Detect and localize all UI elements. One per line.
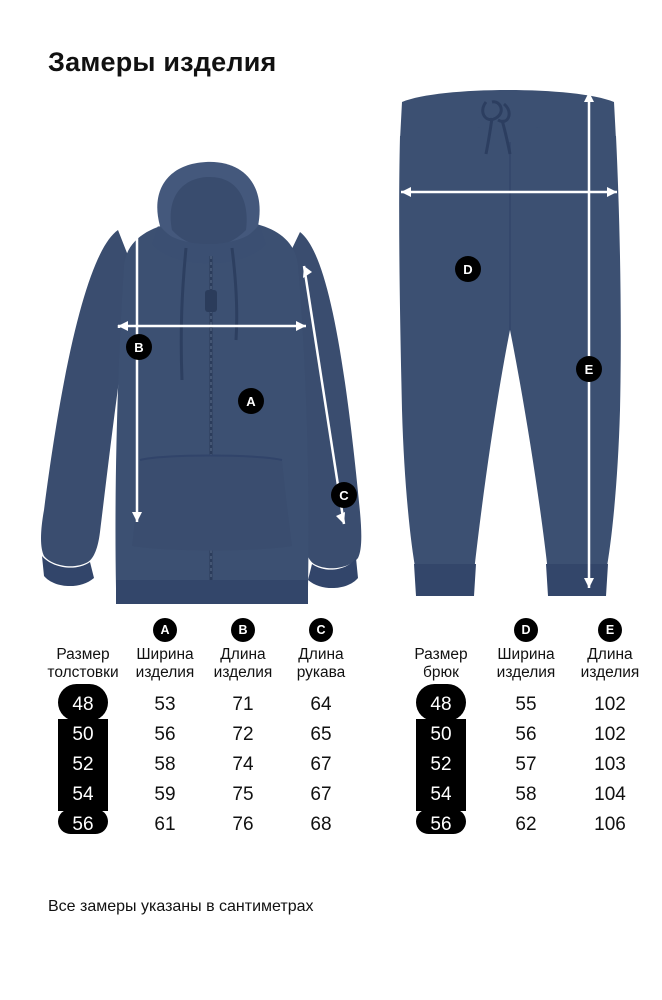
garment-illustration [0, 80, 662, 610]
hoodie-r4-b: 76 [232, 814, 254, 835]
hoodie-size-table [40, 612, 360, 840]
hoodie-r2-a: 58 [154, 754, 176, 775]
marker-b-badge: B [231, 618, 255, 642]
hoodie-col-b-line1: Длина [220, 646, 266, 663]
table-row [40, 690, 360, 720]
pants-size-54: 54 [430, 784, 452, 805]
pants-r4-e: 106 [594, 814, 626, 835]
pants-col-e-line2: изделия [580, 664, 640, 681]
hoodie-r0-c: 64 [310, 694, 332, 715]
page-title: Замеры изделия [48, 47, 277, 77]
pants-r3-e: 104 [594, 784, 626, 805]
units-footnote: Все замеры указаны в сантиметрах [48, 898, 314, 915]
hoodie-marker-b-cell [204, 612, 282, 646]
hoodie-r1-b: 72 [232, 724, 254, 745]
hoodie-r1-c: 65 [310, 724, 332, 745]
pants-size-cell-wrap [398, 780, 484, 810]
pants-r2-e: 103 [594, 754, 626, 775]
table-row [40, 750, 360, 780]
pants-graphic [399, 90, 621, 596]
pants-size-cell-wrap [398, 690, 484, 720]
hoodie-col-c-header [282, 646, 360, 690]
pants-r1-e: 102 [594, 724, 626, 745]
pants-col-d-header [484, 646, 568, 690]
hoodie-size-header-line1: Размер [56, 646, 110, 663]
table-row [40, 780, 360, 810]
pants-size-52: 52 [430, 754, 452, 775]
pants-size-56: 56 [430, 814, 452, 835]
marker-a-badge: A [153, 618, 177, 642]
hoodie-marker-a-cell [126, 612, 204, 646]
table-row [40, 720, 360, 750]
pants-r4-d: 62 [515, 814, 537, 835]
pants-col-e-header [568, 646, 652, 690]
hoodie-size-cell-wrap [40, 750, 126, 780]
marker-c-badge: C [309, 618, 333, 642]
hoodie-graphic [41, 162, 361, 604]
hoodie-col-a-header [126, 646, 204, 690]
pants-size-table [398, 612, 652, 840]
pants-size-48: 48 [430, 694, 452, 715]
pants-size-header-line2: брюк [423, 664, 459, 681]
pants-r0-d: 55 [515, 694, 537, 715]
hoodie-size-48: 48 [72, 694, 94, 715]
hoodie-r0-a: 53 [154, 694, 176, 715]
hoodie-r1-a: 56 [154, 724, 176, 745]
pants-size-header-line1: Размер [414, 646, 468, 663]
marker-b: B [126, 334, 152, 360]
hoodie-size-cell-wrap [40, 810, 126, 840]
pants-size-cell-wrap [398, 720, 484, 750]
hoodie-marker-c-cell [282, 612, 360, 646]
hoodie-col-a-line1: Ширина [136, 646, 194, 663]
pants-marker-d-cell [484, 612, 568, 646]
pants-r3-d: 58 [515, 784, 537, 805]
hoodie-r0-b: 71 [232, 694, 254, 715]
table-row [398, 690, 652, 720]
pants-size-cell-wrap [398, 750, 484, 780]
table-row [40, 810, 360, 840]
hoodie-size-header-spacer [40, 612, 126, 646]
hoodie-r2-b: 74 [232, 754, 254, 775]
hoodie-size-56: 56 [72, 814, 94, 835]
table-row [398, 810, 652, 840]
pants-r1-d: 56 [515, 724, 537, 745]
pants-col-d-line1: Ширина [497, 646, 555, 663]
pants-col-e-line1: Длина [587, 646, 633, 663]
hoodie-size-50: 50 [72, 724, 94, 745]
hoodie-size-cell-wrap [40, 780, 126, 810]
marker-a: A [238, 388, 264, 414]
hoodie-col-b-line2: изделия [213, 664, 273, 681]
hoodie-size-cell-wrap [40, 720, 126, 750]
table-row [398, 780, 652, 810]
hoodie-col-b-header [204, 646, 282, 690]
garment-diagram-svg [0, 80, 662, 610]
pants-r2-d: 57 [515, 754, 537, 775]
hoodie-size-52: 52 [72, 754, 94, 775]
table-row [398, 750, 652, 780]
hoodie-col-a-line2: изделия [135, 664, 195, 681]
pants-col-d-line2: изделия [496, 664, 556, 681]
marker-d-badge: D [514, 618, 538, 642]
hoodie-r3-a: 59 [154, 784, 176, 805]
hoodie-r4-c: 68 [310, 814, 332, 835]
hoodie-size-54: 54 [72, 784, 94, 805]
pants-size-header-spacer [398, 612, 484, 646]
marker-e-badge: E [598, 618, 622, 642]
hoodie-r2-c: 67 [310, 754, 332, 775]
marker-c: C [331, 482, 357, 508]
hoodie-col-c-line2: рукава [296, 664, 346, 681]
hoodie-r3-b: 75 [232, 784, 254, 805]
hoodie-r4-a: 61 [154, 814, 176, 835]
table-row [398, 720, 652, 750]
hoodie-size-header-line2: толстовки [47, 664, 119, 681]
pants-r0-e: 102 [594, 694, 626, 715]
pants-size-cell-wrap [398, 810, 484, 840]
pants-marker-e-cell [568, 612, 652, 646]
hoodie-col-c-line1: Длина [298, 646, 344, 663]
hoodie-size-cell-wrap [40, 690, 126, 720]
marker-d: D [455, 256, 481, 282]
marker-e: E [576, 356, 602, 382]
hoodie-r3-c: 67 [310, 784, 332, 805]
pants-size-50: 50 [430, 724, 452, 745]
measure-b-arrow-top [132, 222, 142, 232]
